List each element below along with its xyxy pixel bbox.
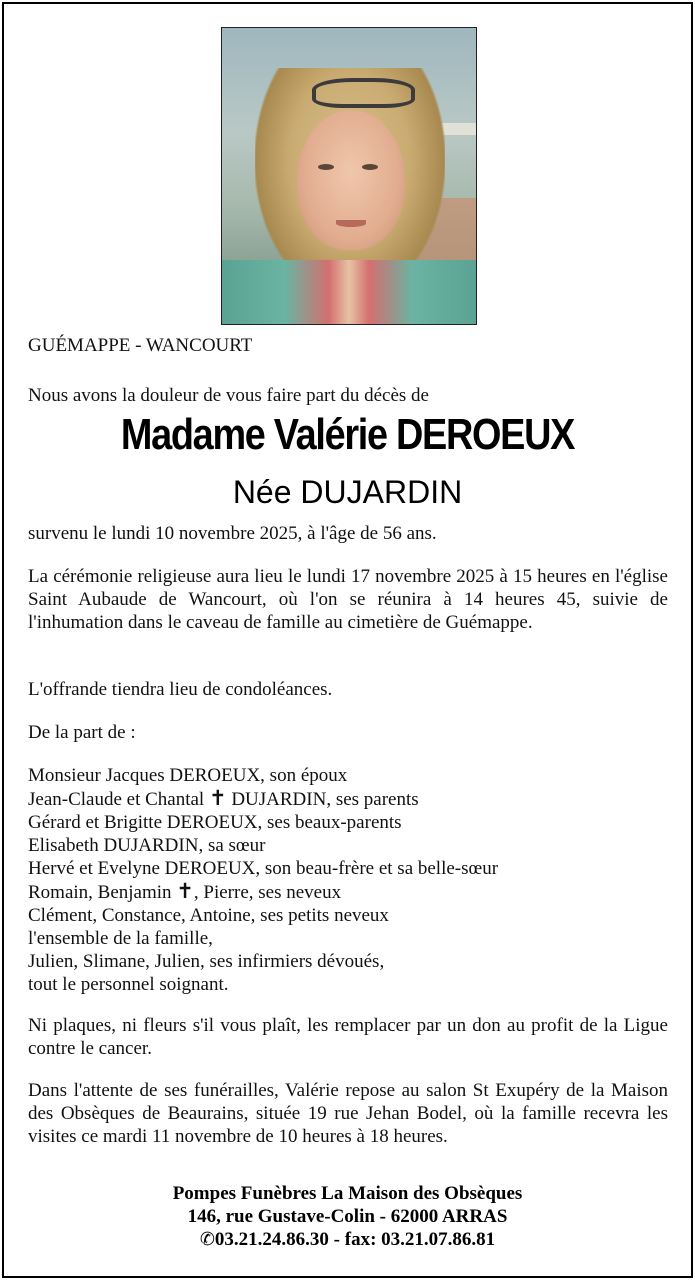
family-member-line: l'ensemble de la famille, (28, 928, 213, 949)
contact-numbers: 03.21.24.86.30 - fax: 03.21.07.86.81 (214, 1229, 496, 1250)
from-label: De la part de : (28, 722, 136, 743)
intro-text: Nous avons la douleur de vous faire part du décès de (28, 385, 429, 406)
funeral-home-footer (0, 1182, 695, 1251)
family-member-line: tout le personnel soignant. (28, 974, 229, 995)
family-list (28, 764, 668, 996)
family-member-line: Clément, Constance, Antoine, ses petits neveux (28, 905, 389, 926)
offering-text: L'offrande tiendra lieu de condoléances. (28, 679, 333, 700)
visitation-paragraph: Dans l'attente de ses funérailles, Valérie repose au salon St Exupéry de la Maison des Obsèques de Beaurains, située 19 rue Jehan Bodel, où la famille recevra les visites ce mardi 11 novembre de 10 heures à 18 heures. (28, 1080, 668, 1147)
portrait-photo (221, 27, 477, 325)
location-heading: GUÉMAPPE - WANCOURT (28, 335, 253, 356)
phone-icon: ✆ (199, 1229, 215, 1250)
ceremony-paragraph: La cérémonie religieuse aura lieu le lundi 17 novembre 2025 à 15 heures en l'église Saint Aubaude de Wancourt, où l'on se réunira à 14 heures 45, suivie de l'inhumation dans le caveau de famille au cimetière de Guémappe. (28, 566, 668, 633)
maiden-name: Née DUJARDIN (232, 474, 463, 510)
family-member-line: Elisabeth DUJARDIN, sa sœur (28, 835, 266, 856)
family-member-line: Monsieur Jacques DEROEUX, son époux (28, 765, 348, 786)
family-member-line: Hervé et Evelyne DEROEUX, son beau-frère et sa belle-sœur (28, 858, 499, 879)
deceased-name: Madame Valérie DEROEUX (120, 410, 575, 459)
cross-icon: ✝ (208, 786, 227, 810)
funeral-home-contact (0, 1228, 695, 1251)
death-info: survenu le lundi 10 novembre 2025, à l'âge de 56 ans. (28, 523, 437, 544)
funeral-home-address: 146, rue Gustave-Colin - 62000 ARRAS (187, 1206, 508, 1227)
flowers-paragraph: Ni plaques, ni fleurs s'il vous plaît, les remplacer par un don au profit de la Ligue contre le cancer. (28, 1015, 668, 1059)
funeral-home-name: Pompes Funèbres La Maison des Obsèques (172, 1183, 523, 1204)
cross-icon: ✝ (176, 879, 194, 903)
family-member-line: Julien, Slimane, Julien, ses infirmiers dévoués, (28, 951, 385, 972)
family-member-line: Romain, Benjamin ✝, Pierre, ses neveux (28, 879, 342, 903)
family-member-line: Gérard et Brigitte DEROEUX, ses beaux-parents (28, 812, 402, 833)
family-member-line: Jean-Claude et Chantal ✝ DUJARDIN, ses parents (28, 786, 419, 810)
